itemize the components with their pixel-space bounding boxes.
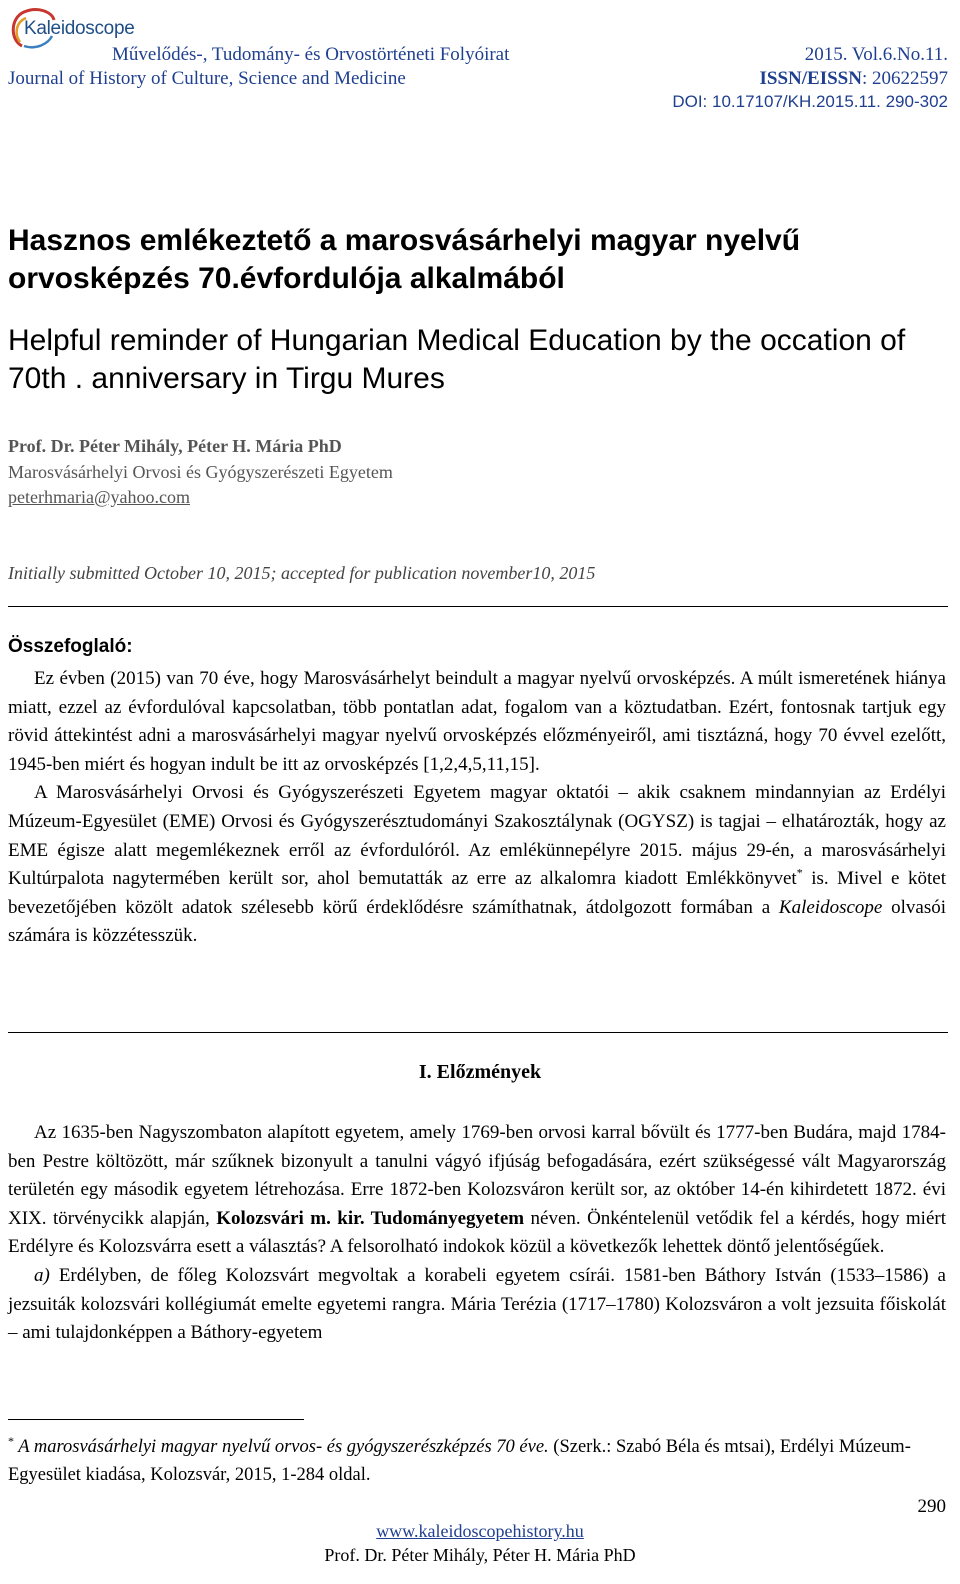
- body-text-span: Erdélyben, de főleg Kolozsvárt megvoltak a korabeli egyetem csírái. 1581-ben Báthory István (1533–1586) a jezsuiták kolozsvári kollégiumát emelte egyetemi rangra. Mária Terézia (1717–1780) Kolozsváron a volt jezsuita főiskolát – ami tulajdonképpen a Báthory-egyetem: [8, 1264, 946, 1344]
- footnote-text: (Szerk.: Szabó Béla és mtsai), Erdélyi Múzeum-Egyesület kiadása, Kolozsvár, 2015, 1-284 oldal.: [8, 1437, 911, 1485]
- list-label: a): [34, 1264, 50, 1286]
- doi[interactable]: DOI: 10.17107/KH.2015.11. 290-302: [672, 92, 948, 111]
- footer-authors: Prof. Dr. Péter Mihály, Péter H. Mária PhD: [324, 1545, 636, 1565]
- university-name: Kolozsvári m. kir. Tudományegyetem: [216, 1207, 525, 1229]
- authors: Prof. Dr. Péter Mihály, Péter H. Mária PhD: [8, 436, 342, 456]
- body-paragraph-1: [8, 1119, 946, 1262]
- abstract-heading: Összefoglaló:: [8, 636, 133, 657]
- abstract: [8, 665, 946, 951]
- article-title-en: Helpful reminder of Hungarian Medical Education by the occation of 70th . anniversary in Tirgu Mures: [8, 324, 906, 395]
- article-title-hu: Hasznos emlékeztető a marosvásárhelyi magyar nyelvű orvosképzés 70.évfordulója alkalmából: [8, 224, 801, 295]
- section-heading: I. Előzmények: [418, 1061, 542, 1083]
- issue-info: 2015. Vol.6.No.11.: [804, 44, 948, 65]
- journal-title-hu: Művelődés-, Tudomány- és Orvostörténeti Folyóirat: [112, 44, 510, 65]
- abstract-paragraph-1: Ez évben (2015) van 70 éve, hogy Marosvásárhelyt beindult a magyar nyelvű orvosképzés. A múlt ismeretének hiánya miatt, ezzel az évfordulóval kapcsolatban, több pontatlan adat, fogalom van a köztudatban. Ezért, fontosnak tartjuk egy rövid áttekintést adni a marosvásárhelyi magyar nyelvű orvosképzés előzményeiről, ami tisztázná, hogy 70 évvel ezelőtt, 1945-ben miért és hogyan indult be itt az orvosképzés [1,2,4,5,11,15].: [8, 668, 946, 775]
- footnote-divider: [8, 1419, 304, 1420]
- journal-title-en: Journal of History of Culture, Science and Medicine: [8, 68, 406, 89]
- footer-url-link[interactable]: www.kaleidoscopehistory.hu: [376, 1521, 584, 1541]
- footnote: [8, 1433, 946, 1489]
- issn-value: : 20622597: [861, 68, 948, 89]
- submission-dates: Initially submitted October 10, 2015; accepted for publication november10, 2015: [8, 563, 596, 583]
- page-number: 290: [917, 1496, 946, 1517]
- divider: [8, 1032, 948, 1033]
- journal-logo: [8, 6, 135, 44]
- divider: [8, 606, 948, 607]
- body-text-span: Az 1635-ben Nagyszombaton alapított egyetem, amely 1769-ben orvosi karral bővült és 1777-ben Budára, majd 1784-ben Pestre költözött, már szűknek bizonyult a tanulni vágyó ifjúság befogadására, ezért szükségessé vált Magyarország területén egy második egyetem létrehozása. Erre 1872-ben Kolozsváron került sor, az október 14-én kihirdetett 1872. évi XIX. törvénycikk alapján,: [8, 1122, 946, 1229]
- issn-info: [760, 68, 948, 90]
- body-text-span: néven. Önkéntelenül vetődik fel a kérdés, hogy miért Erdélyre és Kolozsvárra esett a választás? A felsorolható indokok közül a következők lehettek döntő jelentőségűek.: [8, 1207, 946, 1258]
- logo-text: Kaleidoscope: [24, 18, 135, 39]
- body-paragraph-2: [8, 1262, 946, 1348]
- footnote-mark[interactable]: *: [796, 865, 803, 880]
- abstract-paragraph-2: [8, 779, 946, 951]
- journal-name-italic: Kaleidoscope: [778, 896, 883, 918]
- abstract-text: A Marosvásárhelyi Orvosi és Gyógyszerészeti Egyetem magyar oktatói – akik csaknem mindannyian az Erdélyi Múzeum-Egyesület (EME) Orvosi és Gyógyszerésztudományi Szakosztálynak (OGYSZ) is tagjai – elhatározták, hogy az EME égisze alatt megemlékeznek erről az évfordulóról. Az emlékünnepélyre 2015. május 29-én, a marosvásárhelyi Kultúrpalota nagytermében került sor, ahol bemutatták az erre az alkalomra kiadott Emlékkönyvet: [8, 782, 946, 890]
- footnote-book-title: A marosvásárhelyi magyar nyelvű orvos- és gyógyszerészképzés 70 éve.: [14, 1437, 549, 1457]
- body-text: [8, 1119, 946, 1348]
- abstract-text: olvasói számára is közzétesszük.: [8, 896, 946, 947]
- affiliation: Marosvásárhelyi Orvosi és Gyógyszerészeti Egyetem: [8, 462, 393, 482]
- footnote-mark: *: [8, 1433, 14, 1448]
- abstract-text: is. Mivel e kötet bevezetőjében közölt adatok szélesebb körű érdeklődésre számíthatnak, átdolgozott formában a: [8, 868, 946, 918]
- email-link[interactable]: peterhmaria@yahoo.com: [8, 487, 191, 507]
- issn-label: ISSN/EISSN: [759, 68, 862, 89]
